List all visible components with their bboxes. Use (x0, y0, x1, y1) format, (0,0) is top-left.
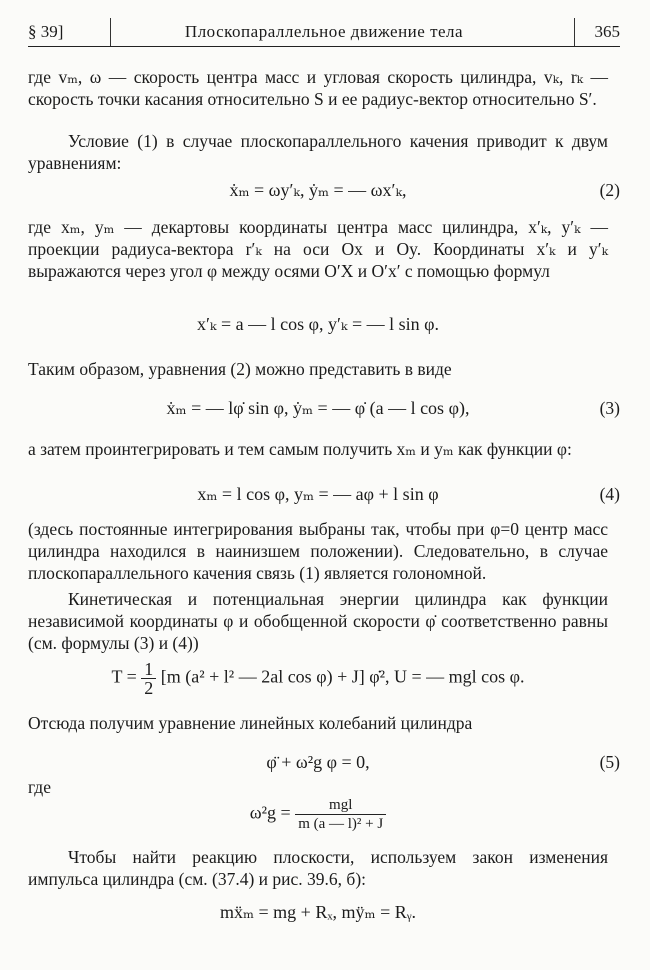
paragraph: Таким образом, уравнения (2) можно представить в виде (28, 359, 452, 379)
fraction-numerator: 1 (141, 660, 156, 679)
fraction-denominator: 2 (144, 678, 154, 698)
paragraph: а затем проинтегрировать и тем самым получить xₘ и yₘ как функции φ: (28, 439, 572, 459)
paragraph: Кинетическая и потенциальная энергии цилиндра как функции независимой координаты φ и обобщенной скорости φ̇ соответственно равны (см. формулы (3) и (4)) (28, 589, 608, 653)
fraction-denominator: m (a — l)² + J (298, 816, 384, 832)
page-header (28, 18, 620, 47)
energy-expression: [m (a² + l² — 2al cos φ) + J] φ̇², U = — mgl cos φ. (160, 666, 525, 687)
kinetic-energy-lhs: T = (111, 666, 137, 687)
equation-number: (2) (599, 180, 620, 200)
paragraph: Чтобы найти реакцию плоскости, используем закон изменения импульса цилиндра (см. (37.4) и рис. 39.6, б): (28, 847, 608, 889)
section-number: § 39] (28, 22, 64, 41)
equation-projections: x′ₖ = a — l cos φ, y′ₖ = — l sin φ. (196, 314, 440, 334)
equation-4: xₘ = l cos φ, yₘ = — aφ + l sin φ (197, 484, 439, 504)
omega-fraction (295, 796, 386, 833)
header-divider (574, 18, 575, 46)
equation-number: (3) (599, 398, 620, 418)
paragraph: Отсюда получим уравнение линейных колебаний цилиндра (28, 713, 473, 733)
equation-3: ẋₘ = — lφ̇ sin φ, ẏₘ = — φ̇ (a — l cos φ), (166, 398, 470, 418)
equation-number: (5) (599, 752, 620, 772)
omega-lhs: ω²g = (249, 802, 291, 823)
fraction-numerator: mgl (295, 796, 386, 815)
omega-equation (28, 796, 608, 833)
equation-5: φ̈ + ω²g φ = 0, (266, 752, 370, 772)
page-number: 365 (594, 22, 620, 41)
equation-2: ẋₘ = ωy′ₖ, ẏₘ = — ωx′ₖ, (229, 180, 407, 200)
paragraph: где (28, 777, 51, 797)
running-title: Плоскопараллельное движение тела (184, 22, 464, 41)
paragraph: (здесь постоянные интегрирования выбраны так, чтобы при φ=0 центр масс цилиндра находился в наинизшем положении). Следовательно, в случае плоскопараллельного качения связь (1) является голономной. (28, 519, 608, 583)
paragraph: где xₘ, yₘ — декартовы координаты центра масс цилиндра, x′ₖ, y′ₖ — проекции радиуса-вектора r′ₖ на оси Ox и Oy. Координаты x′ₖ и y′ₖ выражаются через угол φ между осями O′X и O′x′ с помощью формул (28, 217, 608, 281)
fraction-one-half (141, 660, 156, 697)
equation-number: (4) (599, 484, 620, 504)
energy-equation (28, 660, 608, 697)
paragraph: где vₘ, ω — скорость центра масс и угловая скорость цилиндра, vₖ, rₖ — скорость точки касания относительно S и ее радиус-вектор относительно S′. (28, 67, 608, 109)
paragraph: Условие (1) в случае плоскопараллельного качения приводит к двум уравнениям: (28, 131, 608, 173)
equation-reaction: mẍₘ = mg + Rₓ, mÿₘ = Rᵧ. (219, 902, 417, 922)
